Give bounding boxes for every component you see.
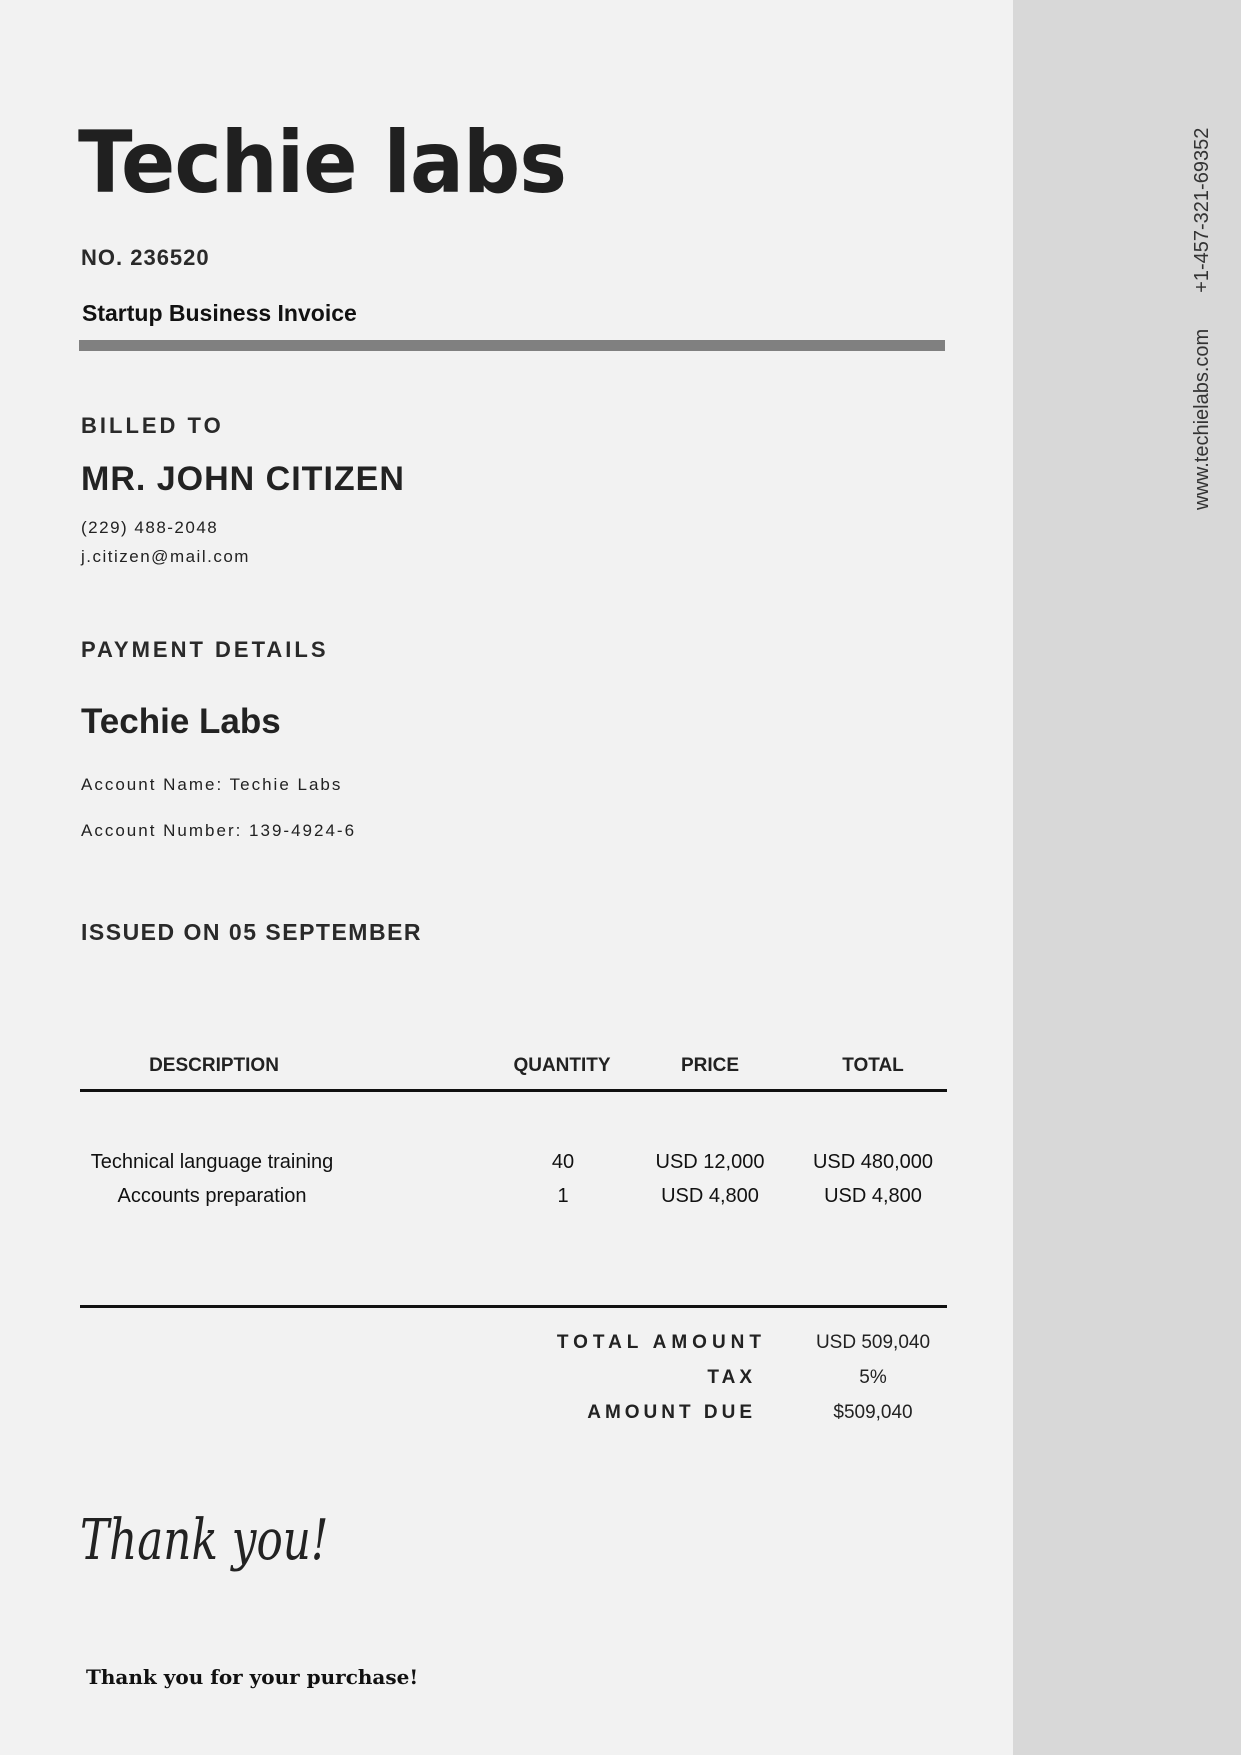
client-phone: (229) 488-2048 — [81, 518, 219, 537]
row2-total: USD 4,800 — [824, 1185, 922, 1207]
website-text: www.techielabs.com — [1191, 328, 1213, 510]
payment-details-label: PAYMENT DETAILS — [81, 637, 329, 662]
amount-due-value: $509,040 — [833, 1402, 913, 1423]
header-price: PRICE — [680, 1055, 740, 1076]
thank-you-script: Thank you! — [80, 1508, 329, 1573]
header-description: DESCRIPTION — [149, 1055, 279, 1076]
invoice-number: NO. 236520 — [81, 245, 210, 270]
title-divider — [79, 340, 945, 351]
client-email: j.citizen@mail.com — [81, 547, 250, 566]
client-name: MR. JOHN CITIZEN — [81, 460, 405, 498]
issued-date: ISSUED ON 05 SEPTEMBER — [81, 919, 423, 945]
company-logo: Techie labs — [78, 113, 567, 213]
thank-you-line: Thank you for your purchase! — [86, 1665, 419, 1689]
row2-price: USD 4,800 — [661, 1185, 759, 1207]
phone-text: +1-457-321-69352 — [1191, 127, 1213, 293]
row1-price: USD 12,000 — [655, 1151, 765, 1173]
side-contact — [1191, 128, 1214, 510]
row2-description: Accounts preparation — [117, 1185, 307, 1207]
account-name: Account Name: Techie Labs — [81, 775, 343, 794]
table-header-rule — [80, 1089, 947, 1092]
header-total: TOTAL — [842, 1055, 904, 1076]
invoice-title: Startup Business Invoice — [82, 300, 357, 326]
row2-quantity: 1 — [557, 1185, 569, 1207]
table-footer-rule — [80, 1305, 947, 1308]
row1-quantity: 40 — [551, 1151, 575, 1173]
total-amount-value: USD 509,040 — [815, 1332, 931, 1353]
amount-due-label: AMOUNT DUE — [587, 1402, 756, 1423]
total-amount-label: TOTAL AMOUNT — [556, 1332, 766, 1353]
payment-company: Techie Labs — [81, 702, 281, 741]
tax-label: TAX — [707, 1367, 756, 1388]
row1-description: Technical language training — [90, 1151, 334, 1173]
row1-total: USD 480,000 — [812, 1151, 934, 1173]
account-number: Account Number: 139-4924-6 — [81, 821, 357, 840]
billed-to-label: BILLED TO — [81, 413, 224, 438]
header-quantity: QUANTITY — [513, 1055, 611, 1076]
tax-value: 5% — [859, 1367, 887, 1388]
